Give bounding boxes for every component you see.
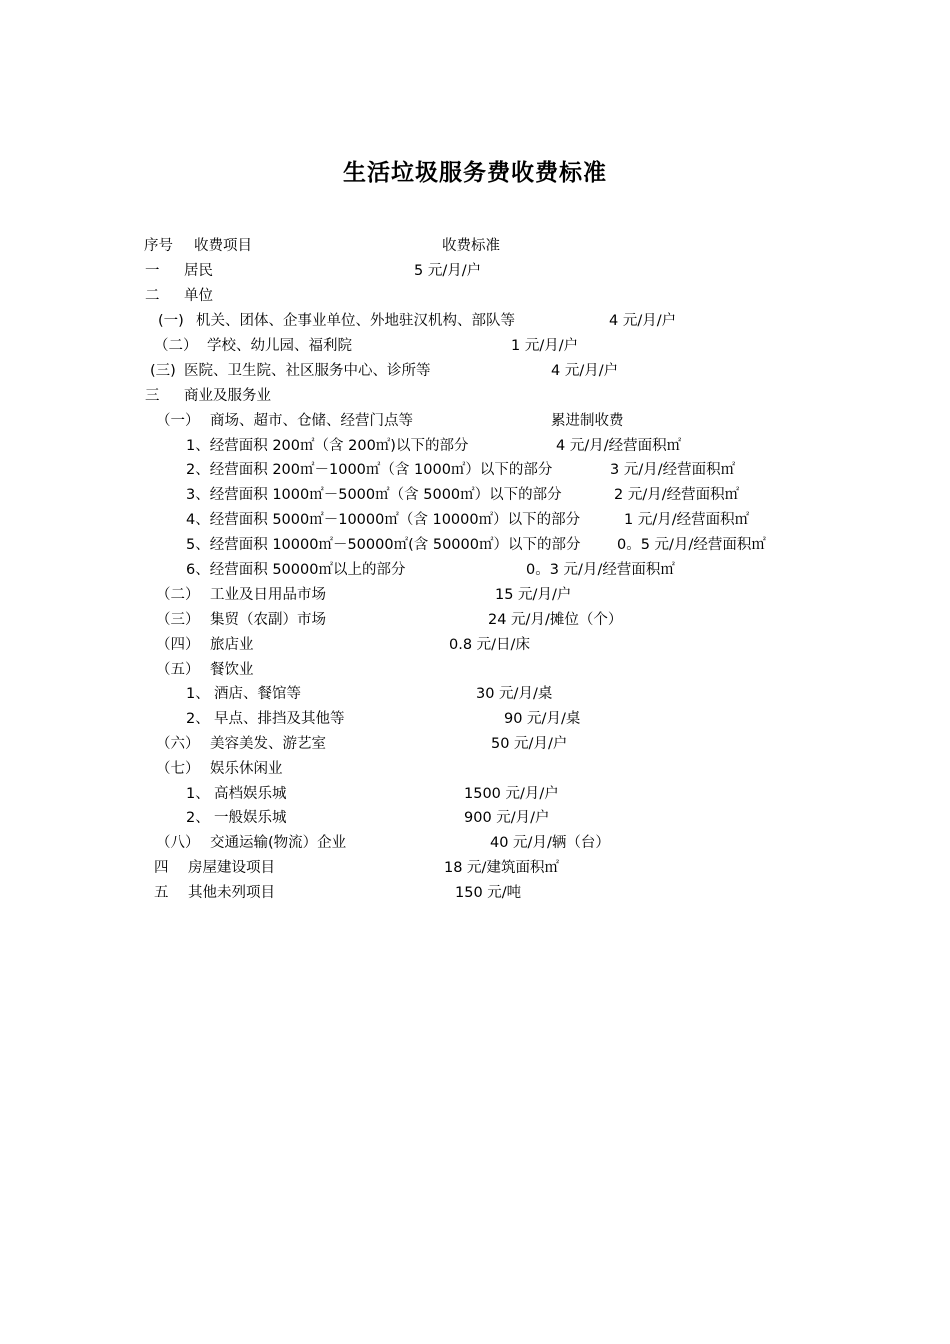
row-no: （四） <box>156 637 200 653</box>
row-item: 5、经营面积 10000㎡－50000㎡(含 50000㎡）以下的部分 <box>186 537 581 553</box>
row-no: 二 <box>145 288 160 304</box>
row-standard: 1 元/月/经营面积㎡ <box>624 512 750 528</box>
row-standard: 150 元/吨 <box>455 885 522 901</box>
row-standard: 18 元/建筑面积㎡ <box>444 860 559 876</box>
row-item: 商场、超市、仓储、经营门点等 <box>210 413 413 429</box>
row-no: （一） <box>156 413 200 429</box>
row-standard: 90 元/月/桌 <box>504 711 581 727</box>
row-item: 6、经营面积 50000㎡以上的部分 <box>186 562 406 578</box>
row-no: 五 <box>154 885 169 901</box>
row-item: 1、经营面积 200㎡（含 200㎡)以下的部分 <box>186 438 469 454</box>
row-item: 商业及服务业 <box>184 388 271 404</box>
row-standard: 5 元/月/户 <box>414 263 482 279</box>
row-standard: 50 元/月/户 <box>491 736 568 752</box>
row-standard: 2 元/月/经营面积㎡ <box>614 487 740 503</box>
row-standard: 4 元/月/户 <box>609 313 677 329</box>
row-no: 2、 <box>186 711 210 727</box>
row-standard: 1500 元/月/户 <box>464 786 559 802</box>
row-item: 3、经营面积 1000㎡－5000㎡（含 5000㎡）以下的部分 <box>186 487 562 503</box>
row-no: (三) <box>150 363 176 379</box>
row-item: 集贸（农副）市场 <box>210 612 326 628</box>
row-item: 机关、团体、企事业单位、外地驻汉机构、部队等 <box>196 313 515 329</box>
row-item: 居民 <box>184 263 213 279</box>
header-standard: 收费标准 <box>442 238 500 254</box>
row-standard: 40 元/月/辆（台） <box>490 835 610 851</box>
row-standard: 3 元/月/经营面积㎡ <box>610 462 736 478</box>
header-item: 收费项目 <box>194 238 252 254</box>
row-standard: 累进制收费 <box>551 413 624 429</box>
row-no: （二） <box>156 587 200 603</box>
row-standard: 0。5 元/月/经营面积㎡ <box>617 537 766 553</box>
row-item: 其他未列项目 <box>188 885 275 901</box>
row-item: 餐饮业 <box>210 662 254 678</box>
row-item: 学校、幼儿园、福利院 <box>207 338 352 354</box>
row-item: 高档娱乐城 <box>214 786 287 802</box>
row-item: 酒店、餐馆等 <box>214 686 301 702</box>
row-standard: 0。3 元/月/经营面积㎡ <box>526 562 675 578</box>
row-no: 四 <box>154 860 169 876</box>
row-standard: 4 元/月/经营面积㎡ <box>556 438 682 454</box>
row-item: 医院、卫生院、社区服务中心、诊所等 <box>184 363 431 379</box>
row-item: 单位 <box>184 288 213 304</box>
row-standard: 1 元/月/户 <box>511 338 579 354</box>
row-item: 工业及日用品市场 <box>210 587 326 603</box>
row-no: 1、 <box>186 786 210 802</box>
row-standard: 4 元/月/户 <box>551 363 619 379</box>
row-no: (一) <box>158 313 184 329</box>
page-title: 生活垃圾服务费收费标准 <box>343 160 607 186</box>
row-no: （三） <box>156 612 200 628</box>
row-no: 三 <box>145 388 160 404</box>
row-no: （八） <box>156 835 200 851</box>
row-no: （六） <box>156 736 200 752</box>
row-item: 交通运输(物流）企业 <box>210 835 347 851</box>
row-item: 一般娱乐城 <box>214 810 287 826</box>
row-item: 2、经营面积 200㎡－1000㎡（含 1000㎡）以下的部分 <box>186 462 553 478</box>
row-no: （七） <box>156 761 200 777</box>
row-no: 2、 <box>186 810 210 826</box>
row-no: （五） <box>156 662 200 678</box>
row-no: （二） <box>154 338 198 354</box>
row-no: 1、 <box>186 686 210 702</box>
header-no: 序号 <box>144 238 173 254</box>
row-no: 一 <box>145 263 160 279</box>
row-item: 娱乐休闲业 <box>210 761 283 777</box>
row-standard: 30 元/月/桌 <box>476 686 553 702</box>
row-standard: 900 元/月/户 <box>464 810 550 826</box>
row-item: 旅店业 <box>210 637 254 653</box>
row-item: 美容美发、游艺室 <box>210 736 326 752</box>
row-standard: 0.8 元/日/床 <box>449 637 530 653</box>
row-item: 房屋建设项目 <box>188 860 275 876</box>
row-standard: 24 元/月/摊位（个） <box>488 612 623 628</box>
row-standard: 15 元/月/户 <box>495 587 572 603</box>
row-item: 4、经营面积 5000㎡－10000㎡（含 10000㎡）以下的部分 <box>186 512 581 528</box>
row-item: 早点、排挡及其他等 <box>214 711 345 727</box>
